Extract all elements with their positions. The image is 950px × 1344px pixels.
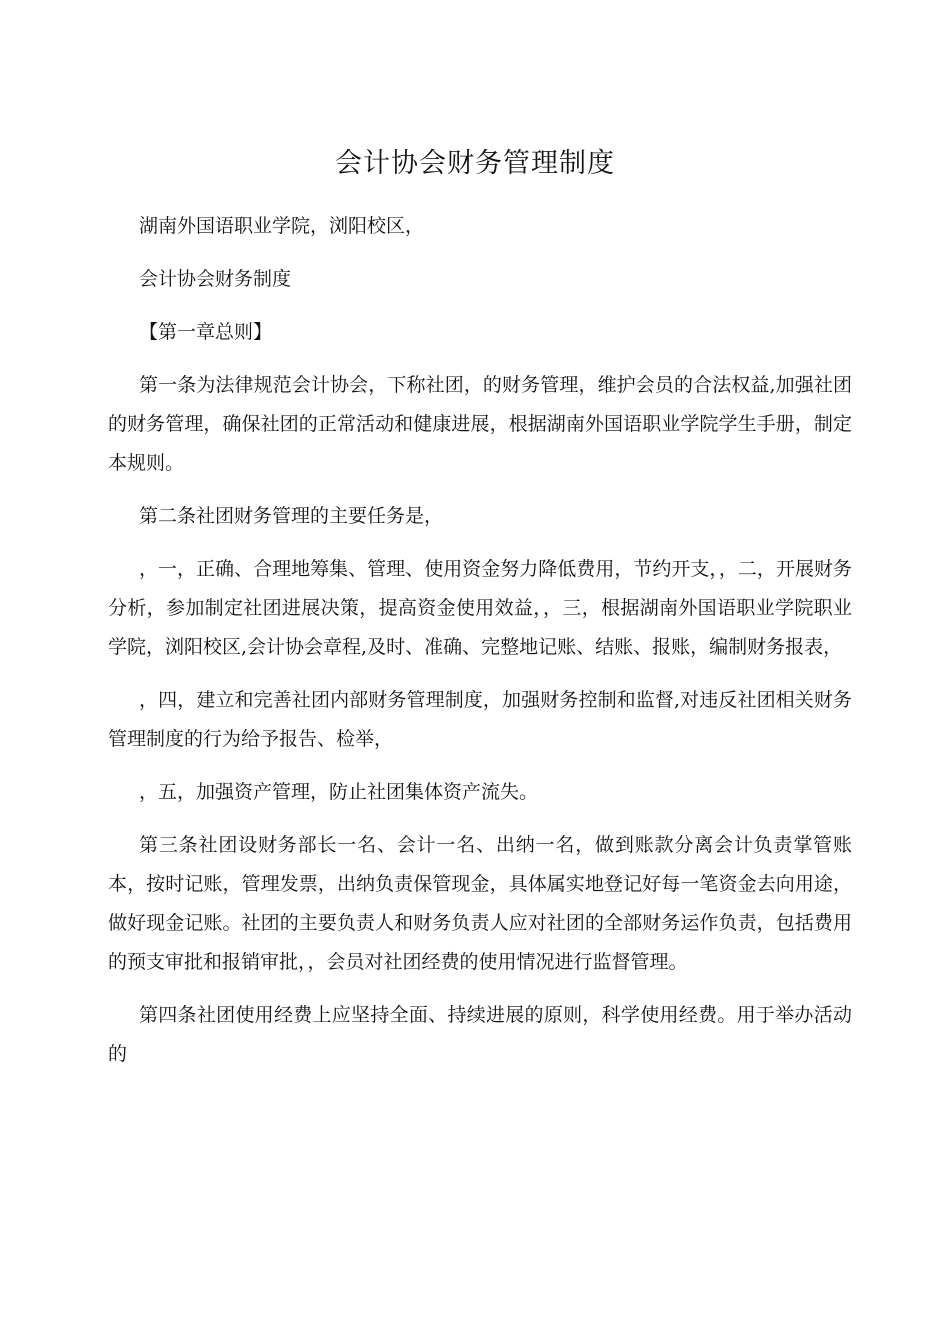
document-body <box>108 207 852 1088</box>
paragraph-school: 湖南外国语职业学院，浏阳校区， <box>139 215 425 237</box>
paragraph-chapter-heading: 【第一章总则】 <box>139 321 273 343</box>
paragraph-subtitle: 会计协会财务制度 <box>139 268 292 290</box>
document-title: 会计协会财务管理制度 <box>335 148 615 179</box>
paragraph-article-2: 第二条社团财务管理的主要任务是， <box>139 505 444 527</box>
paragraph-item-4: ，四，建立和完善社团内部财务管理制度，加强财务控制和监督,对违反社团相关财务管理制度的行为给予报告、检举， <box>108 689 852 750</box>
paragraph-item-1-3: ，一，正确、合理地筹集、管理、使用资金努力降低费用，节约开支，，二，开展财务分析，参加制定社团进展决策，提高资金使用效益，，三，根据湖南外国语职业学院职业学院，浏阳校区,会计协会章程,及时、准确、完整地记账、结账、报账，编制财务报表， <box>108 558 852 658</box>
paragraph-article-3: 第三条社团设财务部长一名、会计一名、出纳一名，做到账款分离会计负责掌管账本，按时记账，管理发票，出纳负责保管现金，具体属实地登记好每一笔资金去向用途，做好现金记账。社团的主要负责人和财务负责人应对社团的全部财务运作负责，包括费用的预支审批和报销审批，，会员对社团经费的使用情况进行监督管理。 <box>108 834 852 973</box>
paragraph-article-1: 第一条为法律规范会计协会，下称社团，的财务管理，维护会员的合法权益,加强社团的财务管理，确保社团的正常活动和健康进展，根据湖南外国语职业学院学生手册，制定本规则。 <box>108 374 852 474</box>
paragraph-item-5: ，五，加强资产管理，防止社团集体资产流失。 <box>139 781 539 803</box>
paragraph-article-4: 第四条社团使用经费上应坚持全面、持续进展的原则，科学使用经费。用于举办活动的 <box>108 1004 852 1065</box>
